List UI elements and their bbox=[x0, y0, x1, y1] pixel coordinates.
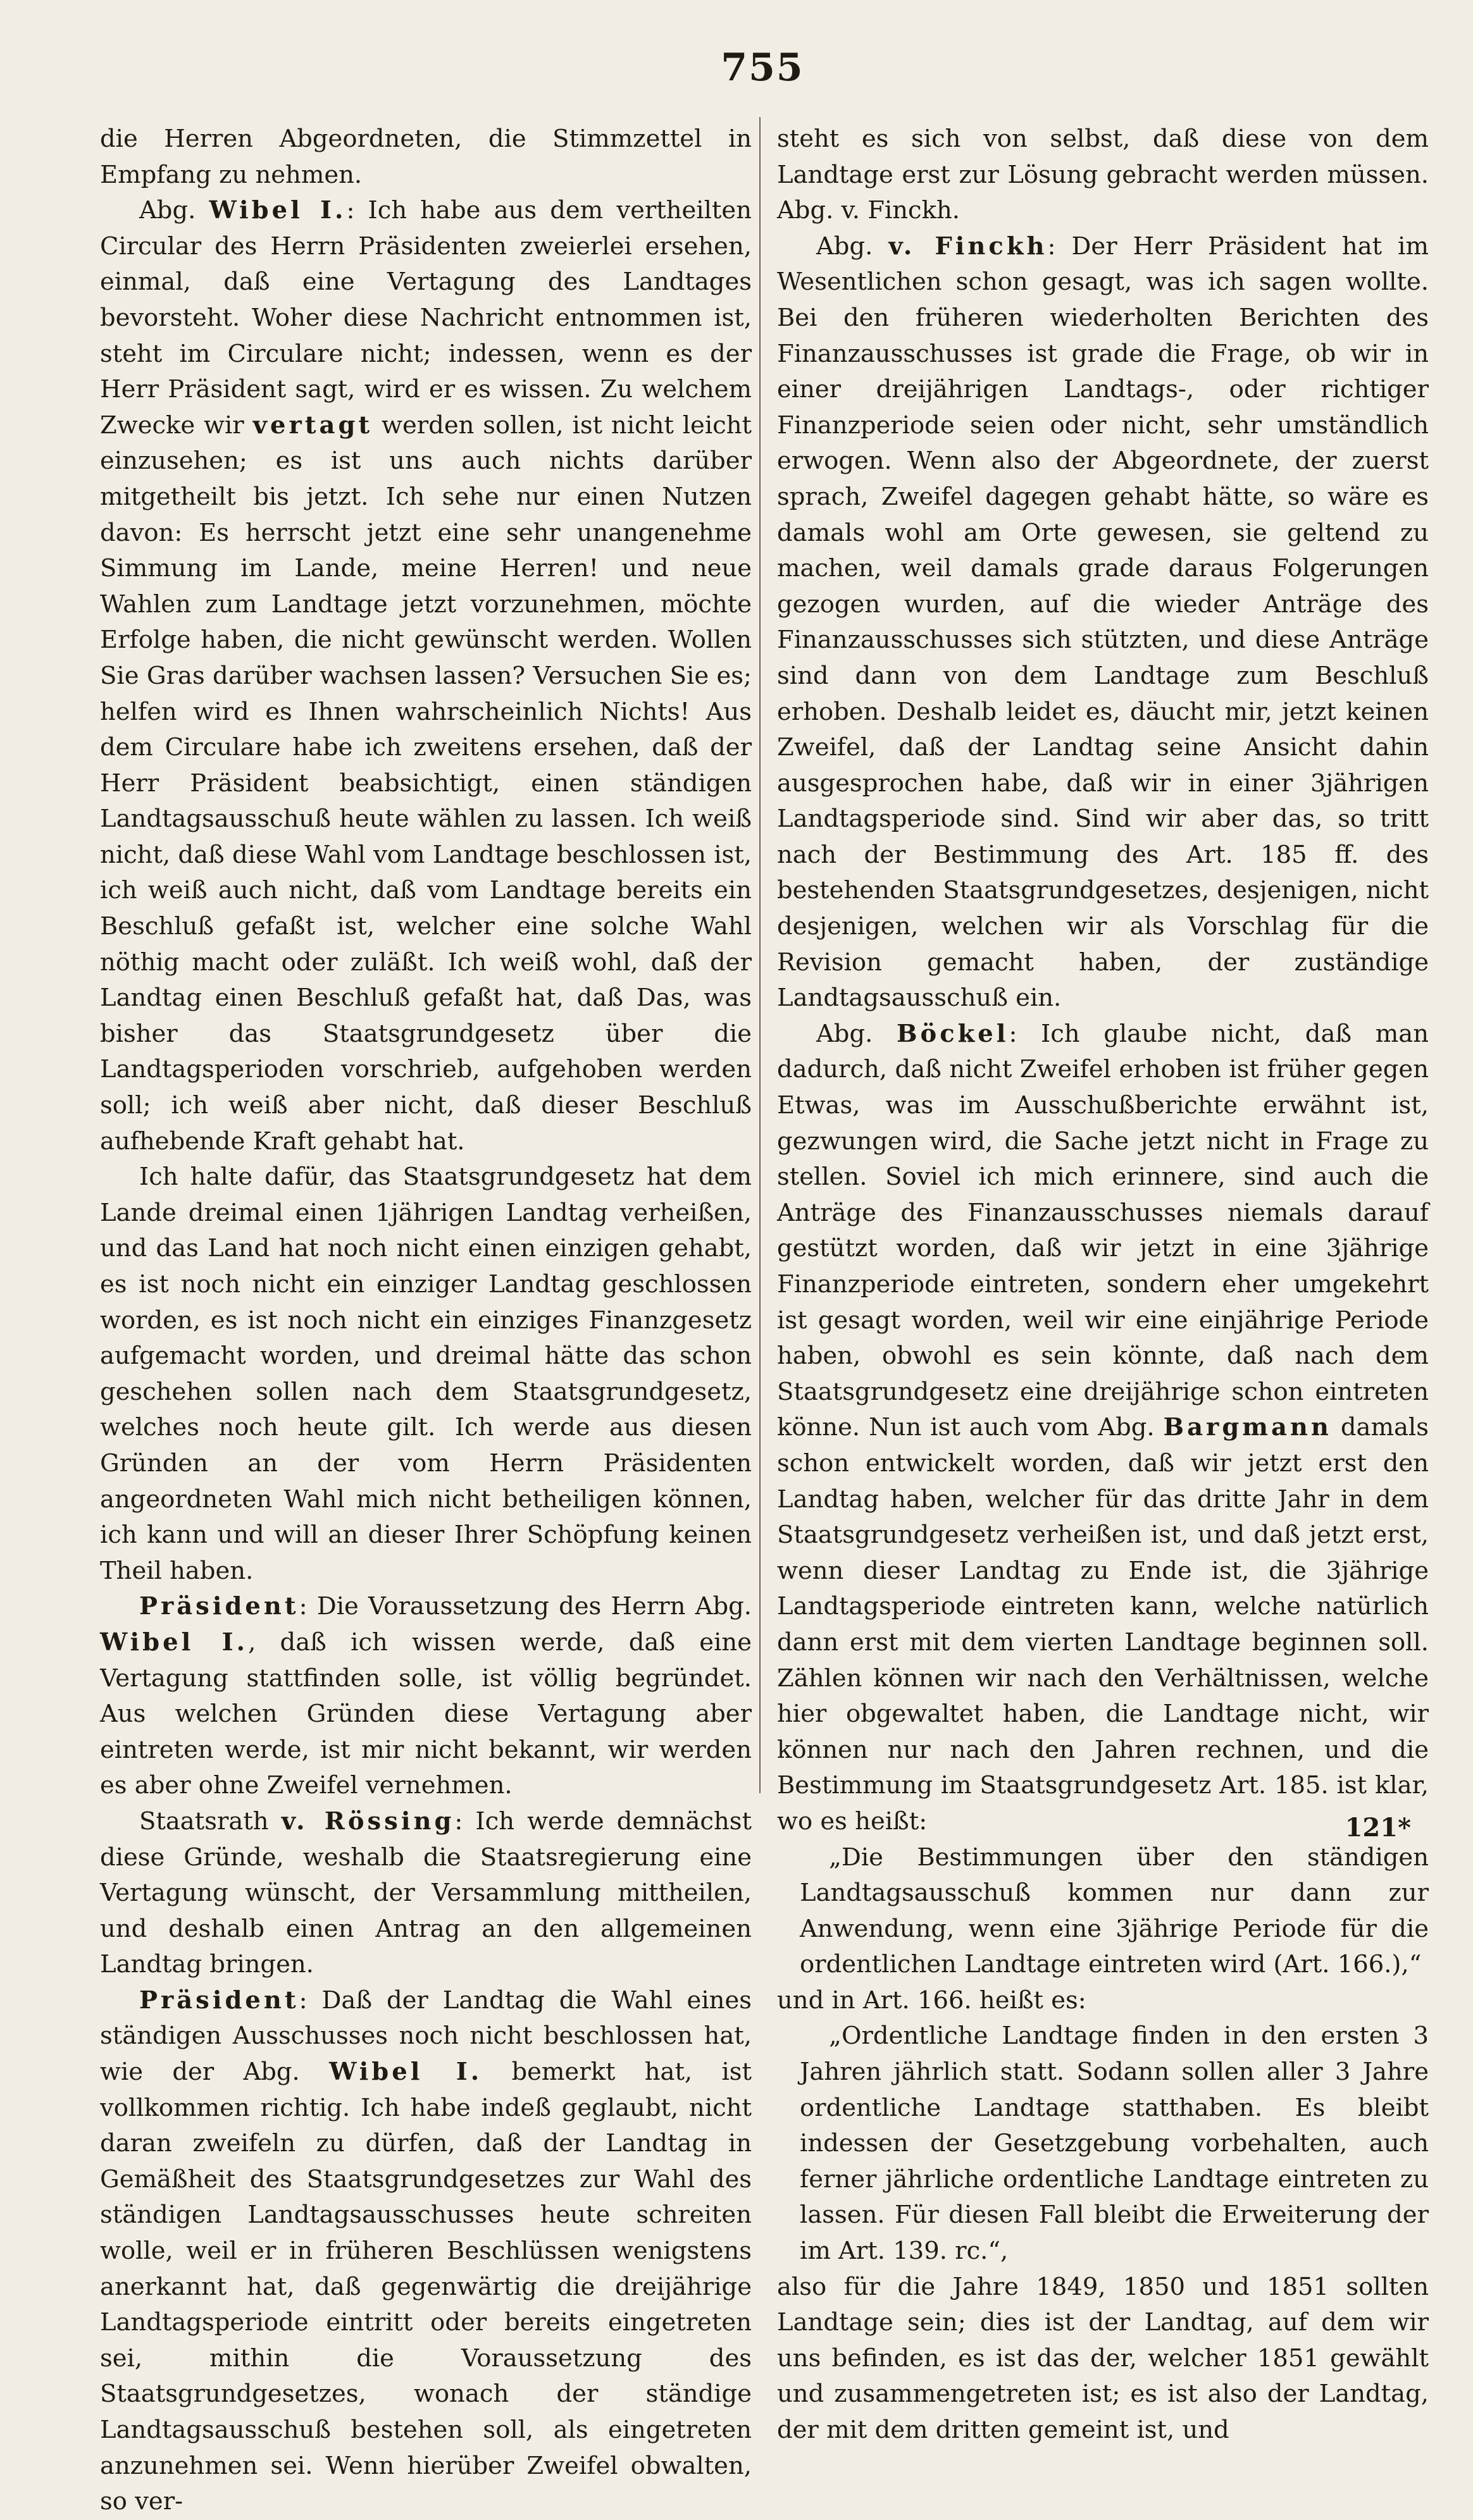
speech-text: : Die Voraussetzung des Herrn Abg. bbox=[299, 1592, 752, 1621]
speech-text: damals schon entwickelt worden, daß wir jetzt erst den Landtag haben, welcher für das dritte Jahr in dem Staatsgrundgesetz verheißen ist, und daß jetzt erst, wenn dieser Landtag zu Ende ist, die 3jährige Landtagsperiode eintreten kann, welche natürlich dann erst mit dem vierten Landtage beginnen soll. Zählen können wir nach den Verhältnissen, welche hier obgewaltet haben, die Landtage nicht, wir können nur nach den Jahren rechnen, und die Bestimmung im Staatsgrundgesetz Art. 185. ist klar, wo es heißt: bbox=[777, 1413, 1429, 1836]
quotation: „Die Bestimmungen über den ständigen Landtagsausschuß kommen nur dann zur Anwendung, wenn eine 3jährige Periode für die ordentlichen Landtage eintreten wird (Art. 166.),“ bbox=[800, 1843, 1429, 1979]
speaker-name: v. Finckh bbox=[888, 232, 1048, 261]
speech-boeckel bbox=[777, 1016, 1429, 1840]
speaker-name: Präsident bbox=[139, 1592, 299, 1621]
paragraph: also für die Jahre 1849, 1850 und 1851 sollten Landtage sein; dies ist der Landtag, auf dem wir uns befinden, es ist das der, welcher 1851 gewählt und zusammengetreten ist; es ist also der Landtag, der mit dem dritten gemeint ist, und bbox=[777, 2272, 1429, 2444]
speech-text: : Ich habe aus dem vertheilten Circular des Herrn Präsidenten zweierlei ersehen, einmal, daß eine Vertagung des Landtages bevorsteht. Woher diese Nachricht entnommen ist, steht im Circulare nicht; indessen, wenn es der Herr Präsident sagt, wird er es wissen. Zu welchem Zwecke wir bbox=[100, 196, 752, 440]
speech-president bbox=[100, 1589, 752, 1804]
paragraph: Ich halte dafür, das Staatsgrundgesetz hat dem Lande dreimal einen 1jährigen Landtag verheißen, und das Land hat noch nicht einen einzigen gehabt, es ist noch nicht ein einziger Landtag geschlossen worden, es ist noch nicht ein einziges Finanzgesetz aufgemacht worden, und dreimal hätte das schon geschehen sollen nach dem Staatsgrundgesetz, welches noch heute gilt. Ich werde aus diesen Gründen an der vom Herrn Präsidenten angeordneten Wahl mich nicht betheiligen können, ich kann und will an dieser Ihrer Schöpfung keinen Theil haben. bbox=[100, 1163, 752, 1585]
speech-finckh bbox=[777, 229, 1429, 1016]
speaker-name: Böckel bbox=[896, 1019, 1009, 1048]
paragraph: und in Art. 166. heißt es: bbox=[777, 1986, 1086, 2015]
sheet-signature: 121* bbox=[1345, 1813, 1411, 1843]
speech-text: : Daß der Landtag die Wahl eines ständigen Ausschusses noch nicht beschlossen hat, wie der Abg. bbox=[100, 1986, 752, 2087]
left-column bbox=[100, 121, 752, 2520]
speech-text: : Ich glaube nicht, daß man dadurch, daß nicht Zweifel erhoben ist früher gegen Etwas, was im Ausschußberichte erwähnt ist, gezwungen wird, die Sache jetzt nicht in Frage zu stellen. Soviel ich mich erinnere, sind auch die Anträge des Finanzausschusses niemals darauf gestützt worden, daß wir jetzt in eine 3jährige Finanzperiode eintreten, sondern eher umgekehrt ist gesagt worden, weil wir eine einjährige Periode haben, obwohl es sein könnte, daß nach dem Staatsgrundgesetz eine dreijährige schon eintreten könne. Nun ist auch vom Abg. bbox=[777, 1019, 1429, 1442]
speaker-prefix: Abg. bbox=[139, 196, 209, 225]
speaker-name: Präsident bbox=[139, 1986, 299, 2015]
paragraph: steht es sich von selbst, daß diese von dem Landtage erst zur Lösung gebracht werden müssen. Abg. v. Finckh. bbox=[777, 125, 1429, 225]
speaker-prefix: Abg. bbox=[816, 1019, 897, 1048]
emphasis-text: Wibel I. bbox=[329, 2058, 483, 2087]
page-number: 755 bbox=[721, 46, 804, 90]
speech-roessing bbox=[100, 1804, 752, 1983]
speaker-prefix: Abg. bbox=[816, 232, 889, 261]
speech-text: werden sollen, ist nicht leicht einzusehen; es ist uns auch nichts darüber mitgetheilt bis jetzt. Ich sehe nur einen Nutzen davon: Es herrscht jetzt eine sehr unangenehme Simmung im Lande, meine Herren! und neue Wahlen zum Landtage jetzt vorzunehmen, möchte Erfolge haben, die nicht gewünscht werden. Wollen Sie Gras darüber wachsen lassen? Versuchen Sie es; helfen wird es Ihnen wahrscheinlich Nichts! Aus dem Circulare habe ich zweitens ersehen, daß der Herr Präsident beabsichtigt, einen ständigen Landtagsausschuß heute wählen zu lassen. Ich weiß nicht, daß diese Wahl vom Landtage beschlossen ist, ich weiß auch nicht, daß vom Landtage bereits ein Beschluß gefaßt ist, welcher eine solche Wahl nöthig macht oder zuläßt. Ich weiß wohl, daß der Landtag einen Beschluß gefaßt hat, daß Das, was bisher das Staatsgrundgesetz über die Landtagsperioden vorschrieb, aufgehoben werden soll; ich weiß aber nicht, daß dieser Beschluß aufhebende Kraft gehabt hat. bbox=[100, 411, 752, 1156]
speaker-prefix: Staatsrath bbox=[139, 1807, 282, 1836]
speech-text: : Ich werde demnächst diese Gründe, weshalb die Staatsregierung eine Vertagung wünscht, der Versammlung mittheilen, und deshalb einen Antrag an den allgemeinen Landtag bringen. bbox=[100, 1807, 752, 1979]
speech-text: bemerkt hat, ist vollkommen richtig. Ich habe indeß geglaubt, nicht daran zweifeln zu dürfen, daß der Landtag in Gemäßheit des Staatsgrundgesetzes zur Wahl des ständigen Landtagsausschusses heute schreiten wolle, weil er in früheren Beschlüssen wenigstens anerkannt hat, daß gegenwärtig die dreijährige Landtagsperiode eintritt oder bereits eingetreten sei, mithin die Voraussetzung des Staatsgrundgesetzes, wonach der ständige Landtagsausschuß bestehen soll, als eingetreten anzunehmen sei. Wenn hierüber Zweifel obwalten, so ver- bbox=[100, 2058, 752, 2516]
speech-text: : Der Herr Präsident hat im Wesentlichen schon gesagt, was ich sagen wollte. Bei den früheren wiederholten Berichten des Finanzausschusses ist grade die Frage, ob wir in einer dreijährigen Landtags-, oder richtiger Finanzperiode seien oder nicht, sehr umständlich erwogen. Wenn also der Abgeordnete, der zuerst sprach, Zweifel dagegen gehabt hätte, so wäre es damals wohl am Orte gewesen, sie geltend zu machen, weil damals grade daraus Folgerungen gezogen wurden, auf die wieder Anträge des Finanzausschusses sich stützten, und diese Anträge sind dann von dem Landtage zum Beschluß erhoben. Deshalb leidet es, däucht mir, jetzt keinen Zweifel, daß der Landtag seine Ansicht dahin ausgesprochen habe, daß wir in einer 3jährigen Landtagsperiode sind. Sind wir aber das, so tritt nach der Bestimmung des Art. 185 ff. des bestehenden Staatsgrundgesetzes, desjenigen, nicht desjenigen, welchen wir als Vorschlag für die Revision gemacht haben, der zuständige Landtagsausschuß ein. bbox=[777, 232, 1429, 1013]
column-divider bbox=[759, 117, 761, 1793]
speaker-name: v. Rössing bbox=[281, 1807, 455, 1836]
quotation: „Ordentliche Landtage finden in den ersten 3 Jahren jährlich statt. Sodann sollen aller 3 Jahre ordentliche Landtage statthaben. Es bleibt indessen der Gesetzgebung vorbehalten, auch ferner jährliche ordentliche Landtage eintreten zu lassen. Für diesen Fall bleibt die Erweiterung der im Art. 139. rc.“, bbox=[800, 2022, 1429, 2266]
emphasis-text: vertagt bbox=[252, 411, 373, 440]
emphasis-text: Bargmann bbox=[1163, 1413, 1332, 1442]
emphasis-text: Wibel I. bbox=[100, 1628, 249, 1657]
speech-wibel bbox=[100, 193, 752, 1159]
right-column bbox=[777, 121, 1429, 2449]
speech-text: , daß ich wissen werde, daß eine Vertagung stattfinden solle, ist völlig begründet. Aus welchen Gründen diese Vertagung aber eintreten werde, ist mir nicht bekannt, wir werden es aber ohne Zweifel vernehmen. bbox=[100, 1628, 752, 1800]
speaker-name: Wibel I. bbox=[209, 196, 347, 225]
speech-president bbox=[100, 1983, 752, 2520]
paragraph: die Herren Abgeordneten, die Stimmzettel in Empfang zu nehmen. bbox=[100, 125, 752, 189]
